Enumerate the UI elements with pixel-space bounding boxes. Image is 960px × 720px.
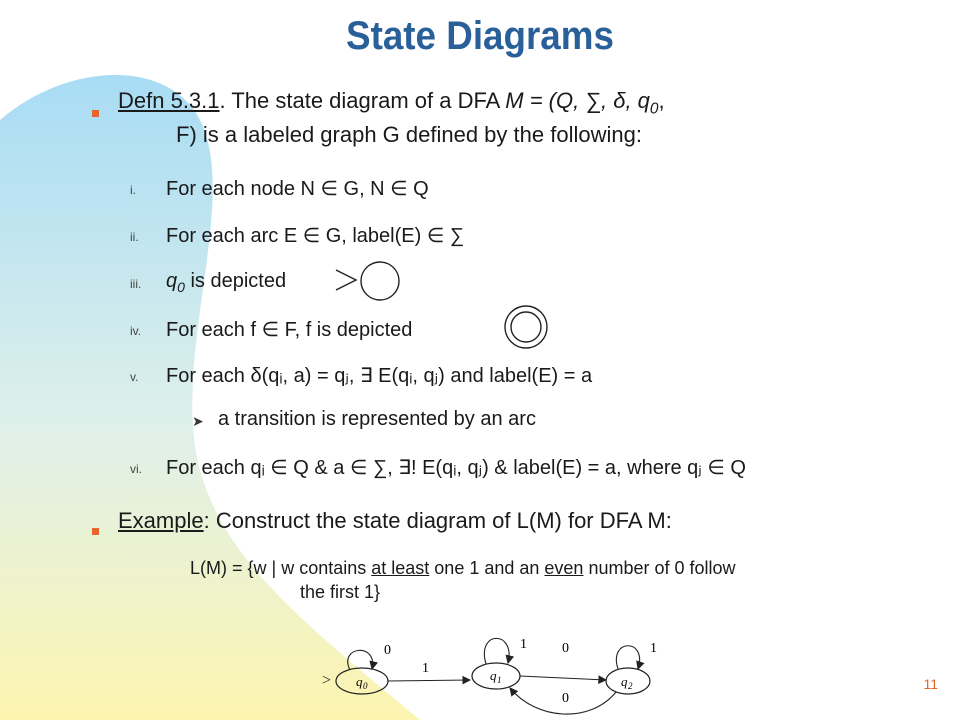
item-iii-rest: is depicted — [184, 270, 287, 292]
page-number: 11 — [923, 676, 938, 692]
definition-reference: Defn 5.3.1 — [118, 88, 220, 113]
state-q0 — [336, 668, 388, 694]
lang-at-least: at least — [371, 558, 430, 578]
example-paragraph — [118, 506, 918, 535]
example-text: : Construct the state diagram of L(M) for DFA M: — [203, 508, 672, 533]
loop-q1 — [484, 638, 509, 664]
arc-q0-q1 — [388, 680, 470, 681]
lang-even: even — [544, 558, 584, 578]
item-v-text: For each δ(qᵢ, a) = qⱼ, ∃ E(qᵢ, qⱼ) and label(E) = a — [166, 365, 593, 387]
definition-intro: . The state diagram of a DFA — [219, 88, 506, 113]
item-marker-vi: vi. — [130, 462, 142, 476]
start-marker: > — [322, 672, 332, 689]
loop-q2 — [616, 646, 639, 669]
dfa-tuple-comma: , — [658, 88, 665, 113]
svg-text:1: 1 — [497, 675, 502, 685]
label-q1-q1: 1 — [520, 637, 527, 652]
loop-q0 — [348, 650, 373, 670]
item-ii-text: For each arc E ∈ G, label(E) ∈ ∑ — [166, 225, 465, 247]
label-q2-q2: 1 — [650, 641, 657, 656]
definition-line-2: F) is a labeled graph G defined by the following: — [176, 121, 642, 147]
arrow-bullet-icon: ➤ — [192, 413, 204, 429]
svg-text:0: 0 — [363, 681, 368, 691]
definition-paragraph — [118, 86, 898, 149]
state-q2 — [606, 668, 650, 694]
item-v-subpoint: a transition is represented by an arc — [218, 408, 536, 430]
arc-q1-q2 — [520, 676, 606, 680]
label-q2-q1: 0 — [562, 691, 569, 706]
item-i-text: For each node N ∈ G, N ∈ Q — [166, 178, 429, 200]
lang-mid: one 1 and an — [429, 558, 545, 578]
slide-title: State Diagrams — [346, 14, 614, 58]
example-label: Example — [118, 508, 204, 533]
item-marker-iv: iv. — [130, 324, 142, 338]
lang-line-2: the first 1} — [300, 582, 381, 603]
item-iii-q: q — [166, 270, 178, 292]
label-q0-q1: 1 — [422, 661, 429, 676]
svg-text:q: q — [621, 674, 628, 689]
svg-text:2: 2 — [628, 681, 633, 691]
dfa-tuple: M = (Q, ∑, δ, q — [505, 88, 650, 113]
item-iii-sub: 0 — [177, 279, 185, 295]
item-marker-v: v. — [130, 370, 139, 384]
item-vi-text: For each qᵢ ∈ Q & a ∈ ∑, ∃! E(qᵢ, qⱼ) & label(E) = a, where qⱼ ∈ Q — [166, 457, 746, 479]
lang-pre: L(M) = {w | w contains — [190, 558, 372, 578]
language-definition — [190, 556, 930, 605]
svg-text:q: q — [356, 674, 363, 689]
item-iii-text — [166, 270, 286, 295]
svg-text:q: q — [490, 668, 497, 683]
dfa-tuple-sub: 0 — [649, 100, 659, 118]
item-marker-ii: ii. — [130, 230, 139, 244]
item-marker-i: i. — [130, 183, 136, 197]
label-q0-q0: 0 — [384, 643, 391, 658]
lang-post: number of 0 follow — [583, 558, 736, 578]
dfa-state-diagram — [318, 628, 678, 718]
label-q1-q2: 0 — [562, 641, 569, 656]
example-bullet — [92, 528, 99, 535]
state-q1 — [472, 663, 520, 689]
start-state-symbol — [334, 260, 406, 302]
item-iv-text: For each f ∈ F, f is depicted — [166, 319, 413, 341]
final-state-symbol — [502, 304, 550, 350]
definition-bullet — [92, 110, 99, 117]
item-marker-iii: iii. — [130, 277, 142, 291]
